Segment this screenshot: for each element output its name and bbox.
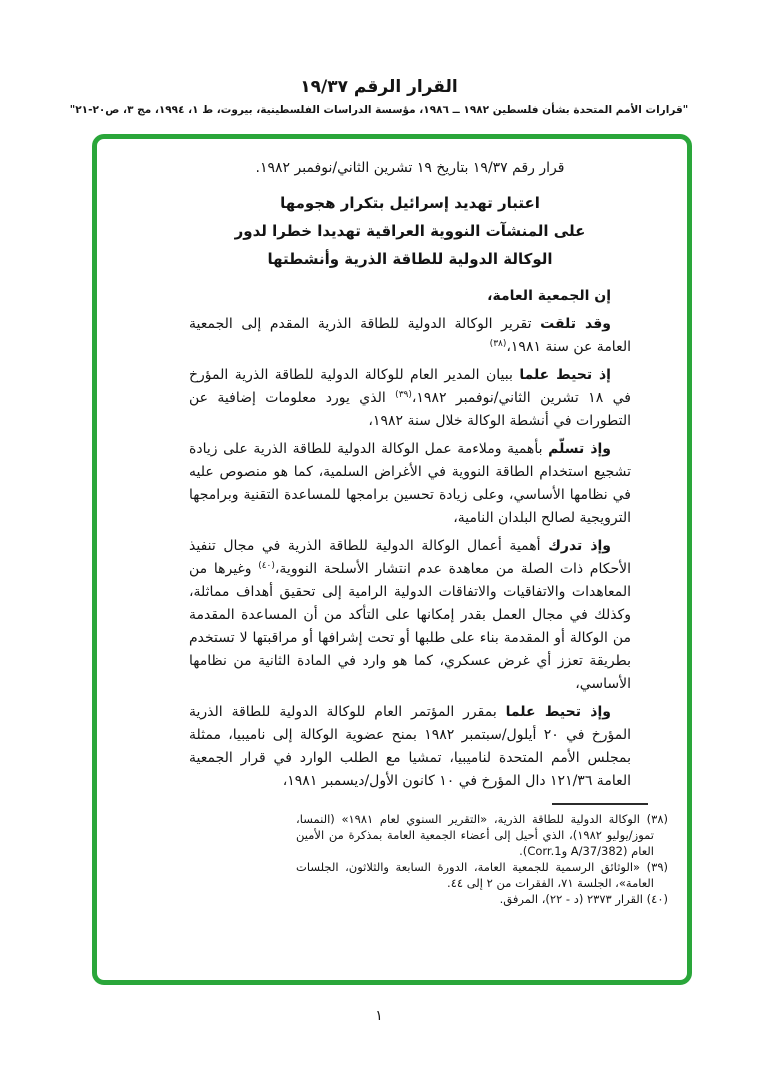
footnote-item (296, 859, 668, 891)
bibliographic-source-line: "قرارات الأمم المتحدة بشأن فلسطين ١٩٨٢ ــ ١٩٨٦، مؤسسة الدراسات الفلسطينية، بيروت، ط ١، ١٩٩٤، مج ٣، ص٢٠-٢١" (69, 104, 689, 116)
body-paragraph (189, 535, 631, 696)
body-paragraph (189, 364, 631, 433)
footnote-item (296, 811, 668, 859)
footnote-text: القرار ٢٣٧٣ (د - ٢٢)، المرفق. (499, 892, 647, 906)
paragraph-lead: وإذ تدرك (548, 538, 612, 554)
footnote-text: الوكالة الدولية للطاقة الذرية، «التقرير السنوي لعام ١٩٨١» (النمسا، تموز/يوليو ١٩٨٢)، الذي أحيل إلى أعضاء الجمعية العامة بمذكرة من الأمين العام (A/37/382 وCorr.1). (296, 812, 654, 858)
body-paragraph (189, 313, 631, 359)
footnote-separator (552, 803, 648, 805)
resolution-date-line: قرار رقم ١٩/٣٧ بتاريخ ١٩ تشرين الثاني/نوفمبر ١٩٨٢. (255, 160, 565, 176)
heading-line: اعتبار تهديد إسرائيل بتكرار هجومها (280, 194, 540, 212)
paragraph-lead: وإذ تحيط علما (505, 704, 611, 720)
footnote-ref: (٣٨) (489, 339, 507, 349)
resolution-heading (189, 189, 631, 273)
paragraph-lead: وإذ تسلّم (548, 441, 612, 457)
paragraph-text: الذي يورد معلومات إضافية عن التطورات في أنشطة الوكالة خلال سنة ١٩٨٢، (189, 390, 631, 429)
footnotes-block (296, 811, 668, 907)
paragraph-text: وغيرها من المعاهدات والاتفاقيات والاتفاقات الدولية الرامية إلى تحقيق أهداف مماثلة، وكذلك في مجال العمل بقدر إمكانها على التأكد من أن المساعدة المقدمة من الوكالة أو المقدمة بناء على طلبها أو تحت إشرافها أو مراقبتها لا تستخدم بطريقة تعزز أي غرض عسكري، كما هو وارد في المادة الثانية من نظامها الأساسي، (189, 561, 631, 692)
heading-line: الوكالة الدولية للطاقة الذرية وأنشطتها (267, 250, 553, 268)
paragraph-text: بأهمية وملاءمة عمل الوكالة الدولية للطاقة الذرية على زيادة تشجيع استخدام الطاقة النووية في الأغراض السلمية، كما هو منصوص عليه في نظامها الأساسي، وعلى زيادة تحسين برامجها للمساعدة التقنية وبرامجها الترويجية لصالح البلدان النامية، (189, 441, 631, 526)
paragraph-lead: إذ تحيط علما (519, 367, 611, 383)
paragraph-text: تقرير الوكالة الدولية للطاقة الذرية المقدم إلى الجمعية العامة عن سنة ١٩٨١، (189, 316, 631, 355)
footnote-marker: (٣٨) (646, 812, 668, 826)
footnote-marker: (٣٩) (646, 860, 668, 874)
heading-line: على المنشآت النووية العراقية تهديدا خطرا لدور (234, 222, 586, 240)
paragraph-text: ببيان المدير العام للوكالة الدولية للطاقة الذرية المؤرخ في ١٨ تشرين الثاني/نوفمبر ١٩٨٢، (189, 367, 631, 406)
page-number: ١ (375, 1008, 383, 1024)
footnote-ref: (٣٩) (395, 390, 412, 400)
footnote-marker: (٤٠) (646, 892, 668, 906)
paragraph-text: بمقرر المؤتمر العام للوكالة الدولية للطاقة الذرية المؤرخ في ٢٠ أيلول/سبتمبر ١٩٨٢ بمنح عضوية الوكالة إلى ناميبيا، ممثلة بمجلس الأمم المتحدة لناميبيا، تمشيا مع الطلب الوارد في قرار الجمعية العامة ١٢١/٣٦ دال المؤرخ في ١٠ كانون الأول/ديسمبر ١٩٨١، (189, 704, 632, 789)
body-paragraph (189, 285, 631, 308)
footnote-text: «الوثائق الرسمية للجمعية العامة، الدورة السابعة والثلاثون، الجلسات العامة»، الجلسة ٧١، الفقرات من ٢ إلى ٤٤. (296, 860, 654, 890)
body-paragraph (189, 438, 631, 530)
paragraph-text: أهمية أعمال الوكالة الدولية للطاقة الذرية في مجال تنفيذ الأحكام ذات الصلة من معاهدة عدم انتشار الأسلحة النووية، (189, 538, 631, 577)
page-header (0, 76, 758, 117)
green-border-frame (92, 134, 692, 985)
footnote-item (296, 891, 668, 907)
paragraph-lead: إن الجمعية العامة، (487, 288, 611, 304)
paragraph-lead: وقد تلقت (540, 316, 611, 332)
body-paragraph (189, 701, 631, 793)
page-title: القرار الرقم ١٩/٣٧ (300, 77, 458, 97)
footnote-ref: (٤٠) (258, 561, 275, 571)
